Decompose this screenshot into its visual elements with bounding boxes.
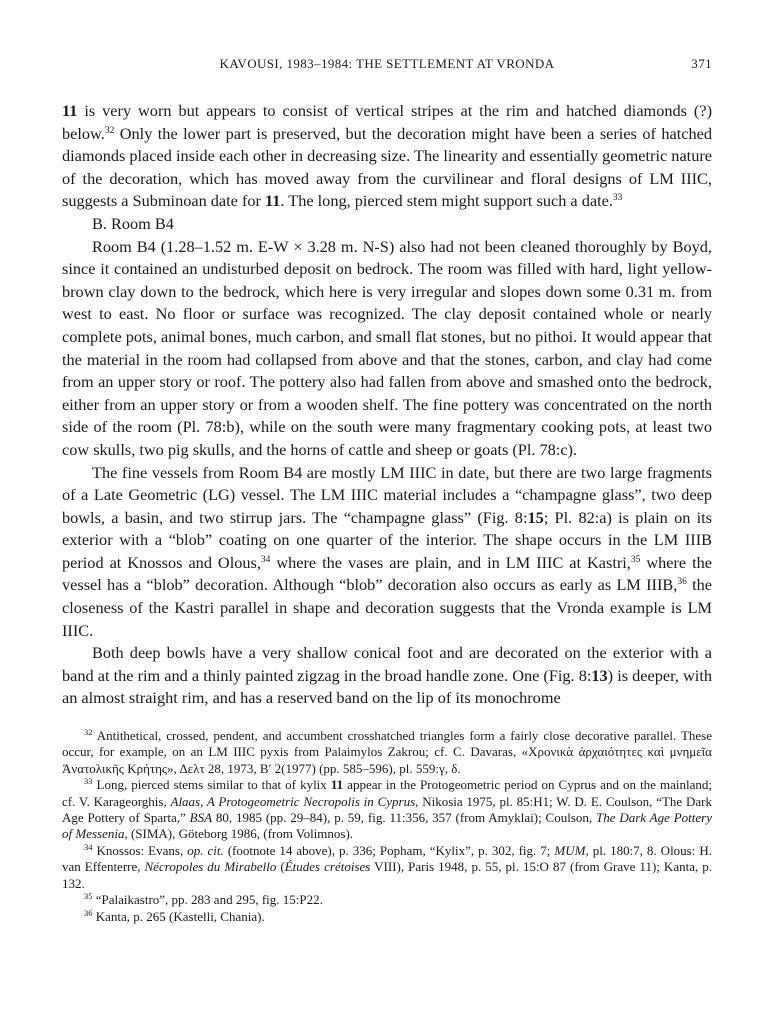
footnote-ref[interactable]: 35 xyxy=(630,554,641,565)
paragraph-3: The fine vessels from Room B4 are mostly LM IIIC in date, but there are two large fragments of a Late Geometric (LG) vessel. The LM IIIC material includes a “champagne glass”, two deep bowls, a basin, and two stirrup jars. The “champagne glass” (Fig. 8:15; Pl. 82:a) is plain on its exterior with a “blob” coating on one quarter of the interior. The shape occurs in the LM IIIB period at Knossos and Olous,$^{34}$ where the vases are plain, and in LM IIIC at Kastri,$^{35}$ where the vessel has a “blob” decoration. Although “blob” decoration also occurs as early as LM IIIB,$^{36}$ the closeness of the Kastri parallel in shape and decoration suggests that the Vronda example is LM IIIC. xyxy=(62,462,712,640)
footnote-36: $^{36}$ Kanta, p. 265 (Kastelli, Chania). xyxy=(84,907,265,924)
page xyxy=(62,56,712,925)
running-head xyxy=(62,56,712,76)
section-heading: B. Room B4 xyxy=(92,213,174,233)
paragraph-4: Both deep bowls have a very shallow conical foot and are decorated on the exterior with a band at the rim and a thinly painted zigzag in the broad handle zone. One (Fig. 8:13) is deeper, with an almost straight rim, and has a reserved band on the lip of its monochrome xyxy=(62,643,712,708)
footnote-ref[interactable]: 32 xyxy=(104,125,115,136)
footnote-34: $^{34}$ Knossos: Evans, op. cit. (footnote 14 above), p. 336; Popham, “Kylix”, p. 302, fig. 7; MUM, pl. 180:7, 8. Olous: H. van Effenterre, Nécropoles du Mirabello (Études crétoises VIII), Paris 1948, p. 55, pl. 15:O 87 (from Grave 11); Kanta, p. 132. xyxy=(62,841,713,891)
page-number: 371 xyxy=(691,56,712,71)
body-text xyxy=(62,100,712,710)
footnote-ref[interactable]: 36 xyxy=(677,577,687,588)
paragraph-2: Room B4 (1.28–1.52 m. E-W × 3.28 m. N-S) also had not been cleaned thoroughly by Boyd, since it contained an undisturbed deposit on bedrock. The room was filled with hard, light yellow-brown clay down to the bedrock, which here is very irregular and slopes down some 0.31 m. from west to east. No floor or surface was recognized. The clay deposit contained whole or nearly complete pots, animal bones, much carbon, and small flat stones, but no pithoi. It would appear that the material in the room had collapsed from above and that the stones, carbon, and clay had come from an upper story or roof. The pottery also had fallen from above and smashed onto the bedrock, either from an upper story or from a wooden shelf. The fine pottery was concentrated on the north side of the room (Pl. 78:b), while on the south were many fragmentary cooking pots, at least two cow skulls, two pig skulls, and the horns of cattle and sheep or goats (Pl. 78:c). xyxy=(62,236,712,459)
footnotes xyxy=(62,728,712,925)
catalog-number: 11 xyxy=(265,191,281,211)
catalog-number: 13 xyxy=(591,665,608,685)
footnote-32: $^{32}$ Antithetical, crossed, pendent, and accumbent crosshatched triangles form a fairly close decorative parallel. These occur, for example, on an LM IIIC pyxis from Palaimylos Zakrou; cf. C. Davaras, «Χρονικὰ ἀρχαιότητες καὶ μνημεῖα Ἀνατολικῆς Κρήτης», Δελτ 28, 1973, B′ 2(1977) (pp. 585–596), pl. 559:γ, δ. xyxy=(62,727,712,776)
catalog-number: 11 xyxy=(62,101,78,120)
footnote-33: $^{33}$ Long, pierced stems similar to that of kylix 11 appear in the Protogeometric period on Cyprus and on the mainland; cf. V. Karageorghis, Alaas, A Protogeometric Necropolis in Cyprus, Nikosia 1975, pl. 85:H1; W. D. E. Coulson, “The Dark Age Pottery of Sparta,” BSA 80, 1985 (pp. 29–84), p. 59, fig. 11:356, 357 (from Amyklai); Coulson, The Dark Age Pottery of Messenia, (SIMA), Göteborg 1986, (from Volimnos). xyxy=(62,776,712,842)
footnote-35: $^{35}$ “Palaikastro”, pp. 283 and 295, fig. 15:P22. xyxy=(84,891,323,908)
catalog-number: 15 xyxy=(527,507,544,527)
paragraph-1: 11 is very worn but appears to consist of vertical stripes at the rim and hatched diamonds (?) below.$^{32}$ Only the lower part is preserved, but the decoration might have been a series of hatched diamonds placed inside each other in decreasing size. The linearity and essentially geometric nature of the decoration, which has moved away from the curvilinear and floral designs of LM IIIC, suggests a Subminoan date for 11. The long, pierced stem might support such a date.$^{33}$ xyxy=(62,101,712,211)
footnote-ref[interactable]: 33 xyxy=(612,193,623,204)
running-title: KAVOUSI, 1983–1984: THE SETTLEMENT AT VRONDA xyxy=(219,56,555,71)
footnote-ref[interactable]: 34 xyxy=(260,554,271,565)
